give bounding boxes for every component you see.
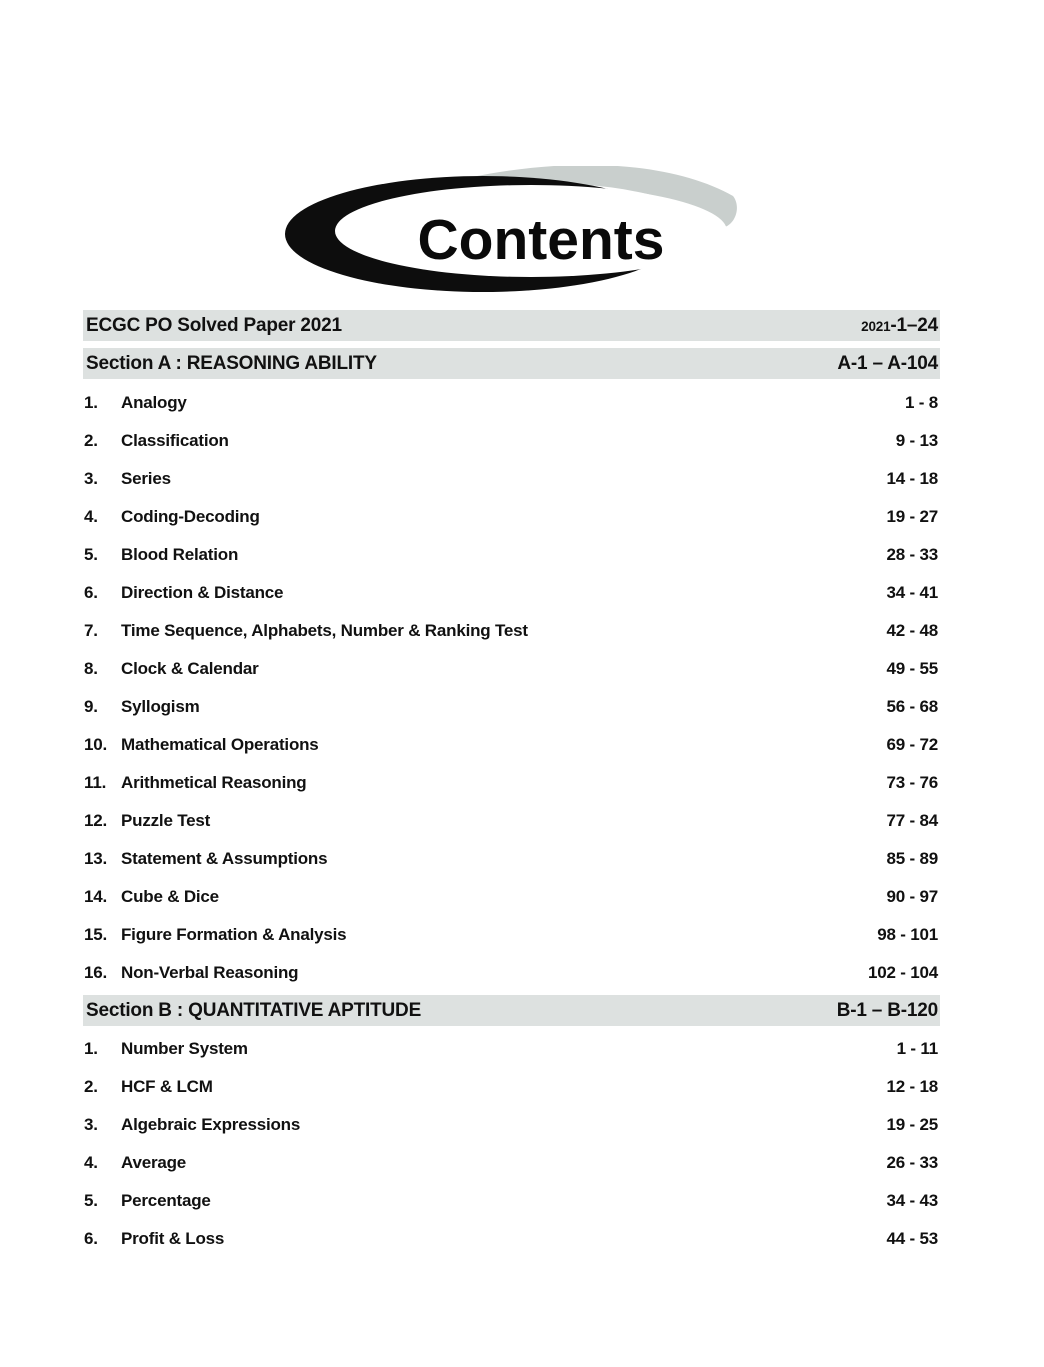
item-pages: 9 - 13 [895,431,938,450]
page-title: Contents [417,208,665,272]
toc-item-row [83,764,940,802]
item-pages: 1 - 8 [904,393,938,412]
item-title: Syllogism [121,697,200,716]
item-pages: 49 - 55 [886,659,938,678]
item-title: Algebraic Expressions [121,1115,301,1134]
solved-paper-pages-range: -1–24 [890,314,938,336]
toc-item-row [83,1144,940,1182]
toc-item-row [83,498,940,536]
item-pages: 1 - 11 [896,1039,938,1058]
toc-item-row [83,612,940,650]
item-pages: 14 - 18 [886,469,938,488]
section-b-label: Section B : QUANTITATIVE APTITUDE [86,999,422,1021]
item-title: Series [121,469,171,488]
section-a-pages: A-1 – A-104 [837,352,938,374]
toc-item-row [83,1030,940,1068]
item-title: Mathematical Operations [121,735,319,754]
item-pages: 73 - 76 [886,773,938,792]
item-number: 1. [84,1039,98,1058]
solved-paper-row [83,310,940,341]
item-pages: 12 - 18 [886,1077,938,1096]
toc-item-row [83,688,940,726]
item-pages: 34 - 43 [886,1191,938,1210]
item-pages: 28 - 33 [886,545,938,564]
item-pages: 69 - 72 [886,735,938,754]
item-title: Analogy [121,393,187,412]
solved-paper-pages [861,315,938,337]
item-number: 3. [84,1115,98,1134]
toc-item-row [83,954,940,992]
item-pages: 26 - 33 [886,1153,938,1172]
toc-item-row [83,422,940,460]
item-number: 16. [84,963,108,982]
toc-item-row [83,1068,940,1106]
section-b-pages: B-1 – B-120 [836,999,938,1021]
toc-item-row [83,384,940,422]
solved-paper-label: ECGC PO Solved Paper 2021 [86,314,342,336]
item-number: 4. [84,507,98,526]
section-b-items [83,1030,940,1258]
item-number: 6. [84,1229,98,1248]
item-number: 5. [84,1191,98,1210]
toc-item-row [83,726,940,764]
item-title: Average [121,1153,187,1172]
item-pages: 98 - 101 [877,925,938,944]
toc-item-row [83,840,940,878]
item-number: 2. [84,431,98,450]
item-title: HCF & LCM [121,1077,213,1096]
item-number: 6. [84,583,98,602]
item-title: Time Sequence, Alphabets, Number & Ranking Test [121,621,528,640]
item-title: Clock & Calendar [121,659,259,678]
item-number: 3. [84,469,98,488]
item-pages: 34 - 41 [886,583,938,602]
item-number: 14. [84,887,108,906]
item-title: Percentage [121,1191,211,1210]
toc-item-row [83,1182,940,1220]
item-number: 15. [84,925,108,944]
item-number: 12. [84,811,108,830]
section-a-header-row [83,348,940,379]
item-title: Coding-Decoding [121,507,260,526]
item-title: Direction & Distance [121,583,284,602]
section-b-header-row [83,995,940,1026]
item-number: 8. [84,659,98,678]
item-number: 7. [84,621,98,640]
toc-item-row [83,802,940,840]
item-pages: 42 - 48 [886,621,938,640]
item-pages: 85 - 89 [886,849,938,868]
item-pages: 19 - 27 [886,507,938,526]
toc-item-row [83,916,940,954]
item-pages: 77 - 84 [886,811,938,830]
contents-swoosh-graphic [283,166,743,300]
item-title: Number System [121,1039,248,1058]
item-number: 1. [84,393,98,412]
item-title: Non-Verbal Reasoning [121,963,299,982]
table-of-contents [83,310,940,1258]
item-number: 2. [84,1077,98,1096]
item-number: 9. [84,697,98,716]
toc-item-row [83,878,940,916]
solved-paper-pages-year: 2021 [861,318,891,334]
item-pages: 102 - 104 [867,963,938,982]
item-title: Arithmetical Reasoning [121,773,307,792]
item-pages: 90 - 97 [886,887,938,906]
item-pages: 56 - 68 [886,697,938,716]
toc-item-row [83,574,940,612]
item-number: 5. [84,545,98,564]
item-number: 11. [84,773,107,792]
item-number: 4. [84,1153,98,1172]
item-number: 10. [84,735,108,754]
item-title: Puzzle Test [121,811,211,830]
item-title: Classification [121,431,229,450]
item-title: Profit & Loss [121,1229,225,1248]
item-number: 13. [84,849,108,868]
toc-item-row [83,650,940,688]
item-title: Statement & Assumptions [121,849,328,868]
toc-item-row [83,460,940,498]
item-pages: 19 - 25 [886,1115,938,1134]
section-a-items [83,384,940,992]
item-title: Cube & Dice [121,887,219,906]
section-a-label: Section A : REASONING ABILITY [86,352,377,374]
toc-item-row [83,1106,940,1144]
item-pages: 44 - 53 [886,1229,938,1248]
item-title: Figure Formation & Analysis [121,925,347,944]
toc-item-row [83,536,940,574]
item-title: Blood Relation [121,545,239,564]
toc-item-row [83,1220,940,1258]
